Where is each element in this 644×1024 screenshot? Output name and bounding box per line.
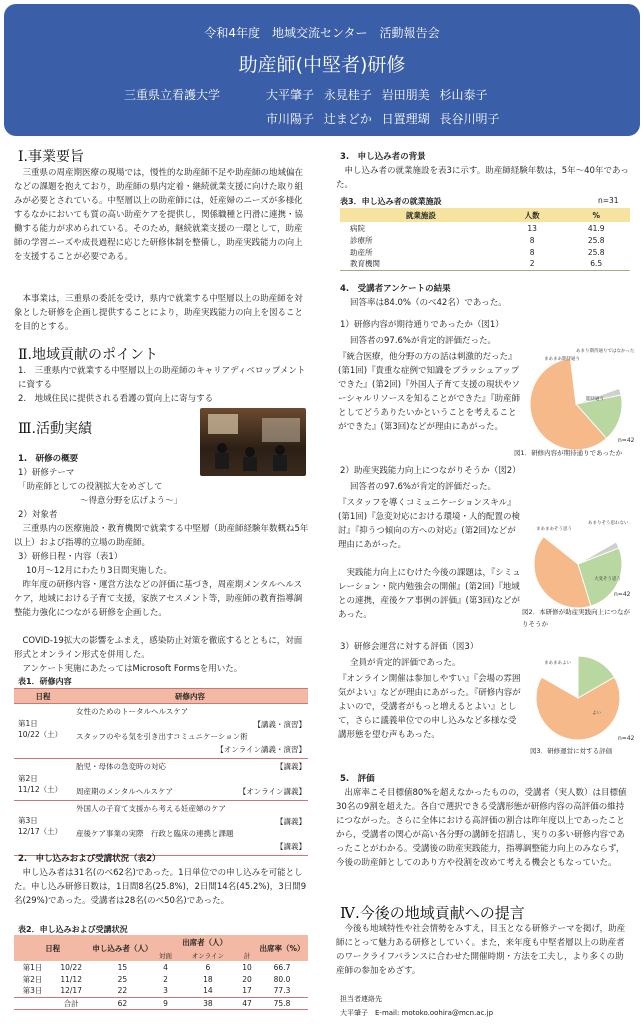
table-1-caption: 表1．研修内容 <box>18 677 72 686</box>
s1-p3: アンケート実施にあたってはMicrosoft Formsを用いた。 <box>22 664 243 674</box>
pie2-label-b: まあまあそう思う <box>536 527 572 532</box>
pie1-label-b: まあまあ期待通り <box>544 357 580 362</box>
t1-header-content: 研修内容 <box>72 689 308 704</box>
q2-quote: 『スタッフを導くコミュニケーションスキル』(第1回)『急変対応における環境・人的配置の検討』『抑うつ傾向の方への対応』(第2回)などが理由にあがった。 <box>338 498 521 550</box>
cell: 66.7 <box>273 962 291 972</box>
q2-title: 2）助産実践能力向上につながりそうか（図2） <box>340 466 521 476</box>
t1-item-format: 【講義】 <box>276 762 306 771</box>
cell: 3 <box>163 986 168 996</box>
t2-sub-inperson: 対面 <box>153 949 177 961</box>
s1-theme-label: 1）研修テーマ <box>18 468 75 478</box>
cell: 77.3 <box>273 986 291 996</box>
t2-header-rate: 出席率（%） <box>256 935 308 961</box>
s1-target: 三重県内の医療施設・教育機関で就業する中堅層（助産師経験年数概ね5年以上）および指導的立場の助産師。 <box>14 524 309 548</box>
section-3-heading: Ⅲ.活動実績 <box>18 421 92 437</box>
table-3 <box>340 208 630 271</box>
cell: 8 <box>529 235 535 245</box>
poster-title: 助産師(中堅者)研修 <box>238 54 406 76</box>
cell: 第1日 <box>22 962 43 972</box>
s2-title: 2. 申し込みおよび受講状況（表2） <box>18 854 161 864</box>
s4-rate: 回答率は84.0%（のべ42名）であった。 <box>350 298 507 308</box>
pie-chart-3 <box>514 650 638 746</box>
s1-target-label: 2）対象者 <box>18 510 58 520</box>
fig2-caption: 図2．本研修が助産実践向上につながりそうか <box>522 608 631 628</box>
t1-item: 女性のためのトータルヘルスケア <box>76 707 189 716</box>
s1-title: 1. 研修の概要 <box>18 454 79 464</box>
fig1-caption: 図1．研修内容が期待通りであったか <box>514 449 623 457</box>
table-row <box>340 246 630 258</box>
cell: 第2日 <box>22 974 43 984</box>
q1-quote: 『統合医療，他分野の方の話は刺激的だった』(第1回)『貴重な症例で知識をブラッシュアップできた』(第2回)『外国人子育て支援の現状やソーシャルリソースを知ることができた』『助産師としてどうありたいかということを考えることができた』(第3回)などが理由にあがった。 <box>338 352 521 432</box>
t2-sub-total: 計 <box>238 949 256 961</box>
fig3-caption: 図3．研修運営に対する評価 <box>530 747 613 755</box>
t3-header-count: 人数 <box>502 208 563 222</box>
s1-theme-1: 「助産師としての役割拡大をめざして <box>18 482 163 492</box>
t3-header-facility: 就業施設 <box>340 208 502 222</box>
cell: 20 <box>242 974 252 984</box>
s1-p1: 昨年度の研修内容・運営方法などの評価に基づき，周産期メンタルヘルスケア，地域における子育て支援，家族アセスメント等，助産師の教育指導調整能力強化につながる研修を企画した。 <box>14 580 303 618</box>
q3-title: 3）研修会運営に対する評価（図3） <box>340 642 479 652</box>
t3-header-percent: % <box>562 208 630 222</box>
cell: 病院 <box>350 223 365 233</box>
cell: 25.8 <box>587 235 605 245</box>
pie-1-slices <box>530 358 622 450</box>
table-row <box>14 759 308 801</box>
cell: 15 <box>117 962 128 972</box>
cell: 25.8 <box>587 247 605 257</box>
table-row <box>14 961 308 973</box>
t1-date-2: 10/22（土） <box>18 730 63 739</box>
cell: 38 <box>203 998 213 1008</box>
cell: 10 <box>242 962 252 972</box>
cell: 助産所 <box>350 247 373 257</box>
section-4-text: 今後も地域特性や社会情勢をみすえ，目玉となる研修テーマを掲げ，助産師にとって魅力ある研修としていく。また，来年度も中堅者層以上の助産者のワークライフバランスに合わせた開催時期・方法を工夫し，より多くの助産師の参加をめざす。 <box>336 924 626 976</box>
authors-line-2: 市川陽子 辻まどか 日置理瑚 長谷川明子 <box>266 112 500 126</box>
t1-date: 第1日 <box>18 719 38 728</box>
table-2 <box>14 935 308 1010</box>
section-2-item-2: 2. 地域住民に提供される看護の質向上に寄与する <box>18 394 214 404</box>
t1-item-format: 【講義・演習】 <box>253 719 306 729</box>
cell: 4 <box>163 962 168 972</box>
pie3-label-b: まあまあよい <box>544 661 571 666</box>
q3-quote: 『オンライン開催は参加しやすい』『会場の雰囲気がよい』などが理由にあがった。『研修内容がよいので，受講者がもっと増えるとよい』として，さらに議義単位での申し込みなど多様な受講形態を望む声もあった。 <box>338 674 521 740</box>
t2-header-date: 日程 <box>14 935 91 961</box>
cell: 2 <box>163 974 168 984</box>
s5-text: 出席率こそ目標値80%を超えなかったものの，受講者（実人数）は目標値30名の9割を超えた。各自で選択できる受講形態が研修内容の高評価の維持につながった。さらに全体における高評価の割合は昨年度以上であったことから，受講者の関心が高い各分野の講師を招請し，実りの多い研修内容であったことがわかる。受講後の助産実践能力，指導調整能力向上のみならず，今後の助産師としてのあり方や役割を改めて考える機会ともなっていた。 <box>336 788 627 868</box>
table-row <box>340 258 630 270</box>
t1-item-format: 【講義】 <box>276 816 306 826</box>
t1-header-date: 日程 <box>14 689 72 704</box>
cell: 75.8 <box>273 998 291 1008</box>
contact-info: 大平肇子 E-mail: motoko.oohira@mcn.ac.jp <box>340 1009 494 1017</box>
section-1-p1: 三重県の周産期医療の現場では，慢性的な助産師不足や助産師の地域偏在などの課題を抱えており，助産師の県内定着・継続就業支援に向けた取り組みが必要とされている。中堅層以上の助産師には，妊産婦のニーズが多様化するなかにおいても質の高い助産ケアを提供し，関係職種と円滑に連携・協働する能力が求められている。そのため，継続就業支援の一環として，助産師の学習ニーズや成長過程に応じた研修体制を整備し，助産実践能力の向上を支援することが必要である。 <box>14 168 304 262</box>
cell: 10/22 <box>60 962 82 972</box>
section-4-heading: Ⅳ.今後の地域貢献への提言 <box>340 904 525 922</box>
authors-line-1: 大平肇子 永見桂子 岩田朋美 杉山泰子 <box>266 88 488 102</box>
table-row <box>14 801 308 856</box>
pie3-n: n=42 <box>618 735 635 742</box>
t1-item: 胎児・母体の急変時の対応 <box>76 762 166 771</box>
s1-schedule: 10月～12月にわたり3日間実施した。 <box>26 566 173 576</box>
pie-2-slices <box>534 537 622 608</box>
t1-date-2: 11/12（土） <box>18 785 63 794</box>
cell: 14 <box>203 986 213 996</box>
pie-chart-1 <box>514 338 638 464</box>
cell: 18 <box>203 974 213 984</box>
table-row <box>14 704 308 759</box>
cell: 合計 <box>63 998 79 1008</box>
pie2-n: n=42 <box>614 591 631 598</box>
t1-date: 第3日 <box>18 816 38 825</box>
pie2-label-a: 大変そう思う <box>594 577 621 582</box>
t1-item-format: 【オンライン講義】 <box>238 786 306 796</box>
cell: 2 <box>529 259 535 269</box>
t2-sub-online: オンライン <box>178 949 238 961</box>
t1-item: 周産期のメンタルヘルスケア <box>76 786 173 796</box>
cell: 62 <box>117 998 128 1008</box>
q3-text: 全員が肯定的評価であった。 <box>350 658 461 668</box>
pie-3-slices <box>536 656 620 740</box>
s3-text: 申し込み者の就業施設を表3に示す。助産師経験年数は，5年～40年であった。 <box>336 166 629 190</box>
table-3-caption: 表3．申し込み者の就業施設 <box>340 197 442 206</box>
table-row <box>340 234 630 246</box>
cell: 13 <box>527 223 537 233</box>
t2-header-attendees: 出席者（人） <box>153 935 256 949</box>
table-row <box>340 222 630 234</box>
pie1-label-a: 期待通り <box>586 397 604 402</box>
cell: 診療所 <box>350 235 373 245</box>
s5-title: 5. 評価 <box>340 774 375 784</box>
cell: 22 <box>117 986 128 996</box>
s1-theme-2: ～得意分野を広げよう～」 <box>80 496 183 506</box>
cell: 8 <box>529 247 535 257</box>
s2-text: 申し込み者は31名(のべ62名)であった。1日単位での申し込みを可能とした。申し込み研修日数は，1日間8名(25.8%)，2日間14名(45.2%)，3日間9名(29%)であった。受講者は28名(のべ50名)であった。 <box>14 868 307 906</box>
cell: 41.9 <box>587 223 605 233</box>
cell: 47 <box>242 998 252 1008</box>
t1-item: 外国人の子育て支援から考える妊産婦のケア <box>76 804 226 813</box>
table-1 <box>14 688 308 856</box>
pie1-n: n=42 <box>618 437 635 444</box>
table-row <box>14 973 308 985</box>
cell: 教育機関 <box>350 259 380 269</box>
t1-date: 第2日 <box>18 774 38 783</box>
cell: 11/12 <box>60 974 82 984</box>
q1-title: 1）研修内容が期待通りであったか（図1） <box>340 320 504 330</box>
table-2-caption: 表2．申し込みおよび受講状況 <box>18 925 128 934</box>
cell: 80.0 <box>273 974 291 984</box>
section-1-p2: 本事業は，三重県の委託を受け，県内で就業する中堅層以上の助産師を対象とした研修を企画し提供することにより，助産実践能力の向上を図ることを目的とする。 <box>14 294 304 332</box>
s3-title: 3. 申し込み者の背景 <box>340 152 426 162</box>
cell <box>14 997 51 1009</box>
cell: 17 <box>242 986 252 996</box>
pie3-label-a: よい <box>592 711 601 716</box>
section-1-heading: Ⅰ.事業要旨 <box>18 149 84 165</box>
cell: 6 <box>205 962 211 972</box>
t2-header-applicants: 申し込み者（人） <box>91 935 153 961</box>
t1-date-2: 12/17（土） <box>18 827 63 836</box>
s1-schedule-label: 3）研修日程・内容（表1） <box>18 552 123 562</box>
seminar-photo <box>200 408 306 476</box>
cell: 9 <box>163 998 168 1008</box>
t1-item-format: 【オンライン講義・演習】 <box>216 744 306 754</box>
t1-item-format: 【講義】 <box>276 841 306 851</box>
s1-p2: COVID-19拡大の影響をふまえ，感染防止対策を徹底するとともに，対面形式とオンライン形式を併用した。 <box>14 636 303 660</box>
section-2-item-1: 1. 三重県内で就業する中堅層以上の助産師のキャリアディベロップメントに資する <box>18 366 306 390</box>
t1-item: 産後ケア事業の実際 行政と臨床の連携と課題 <box>76 829 234 838</box>
section-2-heading: Ⅱ.地域貢献のポイント <box>18 347 158 363</box>
s4-title: 4. 受講者アンケートの結果 <box>340 284 451 294</box>
affiliation: 三重県立看護大学 <box>124 88 221 102</box>
cell: 12/17 <box>60 986 82 996</box>
pie1-label-c: あまり期待通りではなかった <box>576 349 635 354</box>
q2-text: 回答者の97.6%が肯定的評価だった。 <box>350 482 497 492</box>
cell: 6.5 <box>590 259 603 269</box>
cell: 第3日 <box>22 986 43 996</box>
cell: 25 <box>117 974 128 984</box>
table-3-n: n=31 <box>598 196 619 205</box>
table-row <box>14 985 308 997</box>
poster-subtitle: 令和4年度 地域交流センター 活動報告会 <box>204 26 440 40</box>
t1-item: スタッフのやる気を引き出すコミュニケーション術 <box>76 732 248 741</box>
contact-label: 担当者連絡先 <box>340 995 382 1003</box>
q2-text-2: 実践能力向上にむけた今後の課題は，『シミュレーション・院内勉強会の開催』(第2回)『地域との連携，産後ケア事例の評価』(第3回)などがあった。 <box>338 568 521 620</box>
q1-text: 回答者の97.6%が肯定的評価だった。 <box>350 336 497 346</box>
table-row-total <box>14 997 308 1009</box>
poster-header <box>4 4 640 136</box>
seminar-photo-illustration <box>200 408 306 476</box>
pie2-label-c: あまりそう思わない <box>588 521 629 526</box>
